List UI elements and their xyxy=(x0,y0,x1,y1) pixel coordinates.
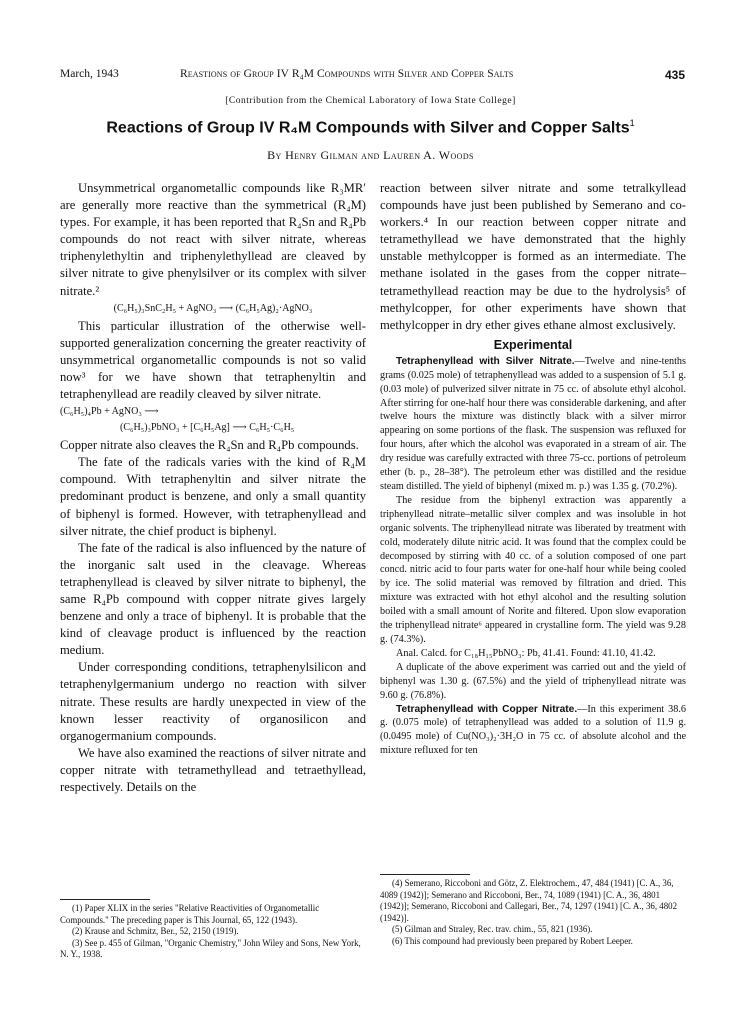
section-heading: Experimental xyxy=(493,337,573,352)
footnote: (3) See p. 455 of Gilman, "Organic Chemistry," John Wiley and Sons, New York, N. Y., 1938. xyxy=(60,937,361,960)
footnote: (5) Gilman and Straley, Rec. trav. chim., 55, 821 (1936). xyxy=(392,924,593,935)
paragraph: reaction between silver nitrate and some tetralkyllead compounds have just been published by Semerano and co-workers.⁴ In our reaction between copper nitrate and tetramethyllead we have demonstrated that the highly unstable methylcopper is formed as an intermediate. The methane isolated in the gases from the copper nitrate–tetramethyllead reaction may be due to the hydrolysis⁵ of methylcopper, for other experiments have shown that methylcopper in dry ether gives ethane almost exclusively. xyxy=(380,181,686,332)
equation: (C₆H₅)₃SnC₂H₅ + AgNO₃ ⟶ (C₆H₅Ag)₂·AgNO₃ xyxy=(113,302,313,314)
right-column xyxy=(380,180,686,758)
experiment-text: —Twelve and nine-tenths grams (0.025 mole) of tetraphenyllead was added to a suspension of 5.1 g. (0.03 mole) of pulverized silver nitrate in 75 cc. of absolute ethyl alcohol. After stirring for one-half hour there was considerable darkening, and after twelve hours the mixture was distinctly black with a silver mirror appearing on some portions of the flask. The suspension was refluxed for four hours, after which the alcohol was evaporated in a stream of air. The dry residue was carefully extracted with three 75-cc. portions of petroleum ether (b. p., 28–38°). The petroleum ether was distilled and the residue steam distilled. The yield of biphenyl (mixed m. p.) was 1.35 g. (70.2%). xyxy=(380,355,686,492)
paragraph: Copper nitrate also cleaves the R₄Sn and R₄Pb compounds. xyxy=(60,438,359,453)
experiment-paragraph xyxy=(380,355,686,494)
right-footnotes xyxy=(380,868,686,948)
issue-date: March, 1943 xyxy=(60,68,119,80)
left-footnotes xyxy=(60,893,366,961)
experiment-paragraph: A duplicate of the above experiment was carried out and the yield of biphenyl was 1.30 g. (67.5%) and the yield of triphenyllead nitrate was 9.60 g. (76.8%). xyxy=(380,661,686,701)
analysis-line: Anal. Calcd. for C₁₈H₁₅PbNO₃: Pb, 41.41. Found: 41.10, 41.42. xyxy=(396,647,656,659)
paragraph: This particular illustration of the otherwise well-supported generalization concerning the greater reactivity of unsymmetrical organometallic compounds is not so valid now³ for we have shown that tetraphenyltin and tetraphenyllead are readily cleaved by silver nitrate. xyxy=(60,318,366,402)
article-title xyxy=(0,118,741,137)
running-head xyxy=(60,68,685,84)
experiment-paragraph xyxy=(380,703,686,759)
paragraph: We have also examined the reactions of silver nitrate and copper nitrate with tetramethyllead and tetraethyllead, respectively. Details on the xyxy=(60,745,366,794)
running-title: Reastions of Group IV R₄M Compounds with Silver and Copper Salts xyxy=(180,68,514,80)
left-column xyxy=(60,180,366,796)
footnote: (1) Paper XLIX in the series "Relative Reactivities of Organometallic Compounds." The preceding paper is This Journal, 65, 122 (1943). xyxy=(60,903,320,925)
paragraph: Unsymmetrical organometallic compounds like R₃MR′ are generally more reactive than the symmetrical (R₄M) types. For example, it has been reported that R₄Sn and R₄Pb compounds do not react with silver nitrate, whereas triphenylethyltin and triphenylethyllead are cleaved by silver nitrate to give phenylsilver or its complex with silver nitrate.² xyxy=(60,181,366,298)
footnote-rule xyxy=(380,874,470,875)
title-footnote-mark: 1 xyxy=(629,118,635,128)
experiment-heading: Tetraphenyllead with Copper Nitrate. xyxy=(396,703,578,715)
equation: (C₆H₅)₃PbNO₃ + [C₆H₅Ag] ⟶ C₆H₅·C₆H₅ xyxy=(120,422,295,434)
page-number: 435 xyxy=(664,68,685,82)
equation: (C₆H₅)₄Pb + AgNO₃ ⟶ xyxy=(60,406,159,418)
experiment-paragraph: The residue from the biphenyl extraction was apparently a triphenyllead nitrate–metallic silver complex and was insoluble in hot organic solvents. The triphenyllead nitrate was liberated by treatment with cold, moderately dilute nitric acid. It was found that the complex could be decomposed by stirring with 40 cc. of a solution composed of one part concd. nitric acid to four parts water for one-half hour while being cooled by ice. The solid material was removed by filtration and dried. This mixture was extracted with hot ethyl alcohol and the resulting solution boiled with a small amount of Norite and filtered. Upon slow evaporation the triphenyllead nitrate⁶ appeared in crystalline form. The yield was 9.28 g. (74.3%). xyxy=(380,494,686,645)
contribution-line: [Contribution from the Chemical Laboratory of Iowa State College] xyxy=(225,96,516,106)
paragraph: The fate of the radical is also influenced by the nature of the inorganic salt used in the cleavage. Whereas tetraphenyllead is cleaved by silver nitrate to biphenyl, the same R₄Pb compound with copper nitrate gives largely benzene and only a trace of biphenyl. It is probable that the kind of cleavage product is influenced by the reaction medium. xyxy=(60,540,366,658)
footnote: (2) Krause and Schmitz, Ber., 52, 2150 (1919). xyxy=(72,926,239,937)
footnote: (4) Semerano, Riccoboni and Götz, Z. Elektrochem., 47, 484 (1941) [C. A., 36, 4089 (1942)]; Semerano and Riccoboni, Ber., 74, 1089 (1941) [C. A., 36, 4801 (1942)]; Semerano, Riccoboni and Callegari, Ber., 74, 1297 (1941) [C. A., 36, 4802 (1942)]. xyxy=(380,878,678,923)
article-title-text: Reactions of Group IV R₄M Compounds with Silver and Copper Salts xyxy=(106,119,630,137)
footnote-rule xyxy=(60,899,150,900)
paragraph: The fate of the radicals varies with the kind of R₄M compound. With tetraphenyltin and silver nitrate the predominant product is benzene, and only a small quantity of biphenyl is formed. However, with tetraphenyllead and silver nitrate, the chief product is biphenyl. xyxy=(60,455,366,538)
footnote: (6) This compound had previously been prepared by Robert Leeper. xyxy=(392,935,633,946)
experiment-text: —In this experiment 38.6 g. (0.075 mole) of tetraphenyllead was added to a solution of 11.9 g. (0.0495 mole) of Cu(NO₃)₂·3H₂O in 75 cc. of absolute alcohol and the mixture refluxed for ten xyxy=(380,703,686,757)
byline: By Henry Gilman and Lauren A. Woods xyxy=(267,148,474,162)
paragraph: Under corresponding conditions, tetraphenylsilicon and tetraphenylgermanium undergo no reaction with silver nitrate. These results are hardly unexpected in view of the known lesser reactivity of organosilicon and organogermanium compounds. xyxy=(60,660,366,743)
experiment-heading: Tetraphenyllead with Silver Nitrate. xyxy=(396,355,575,367)
